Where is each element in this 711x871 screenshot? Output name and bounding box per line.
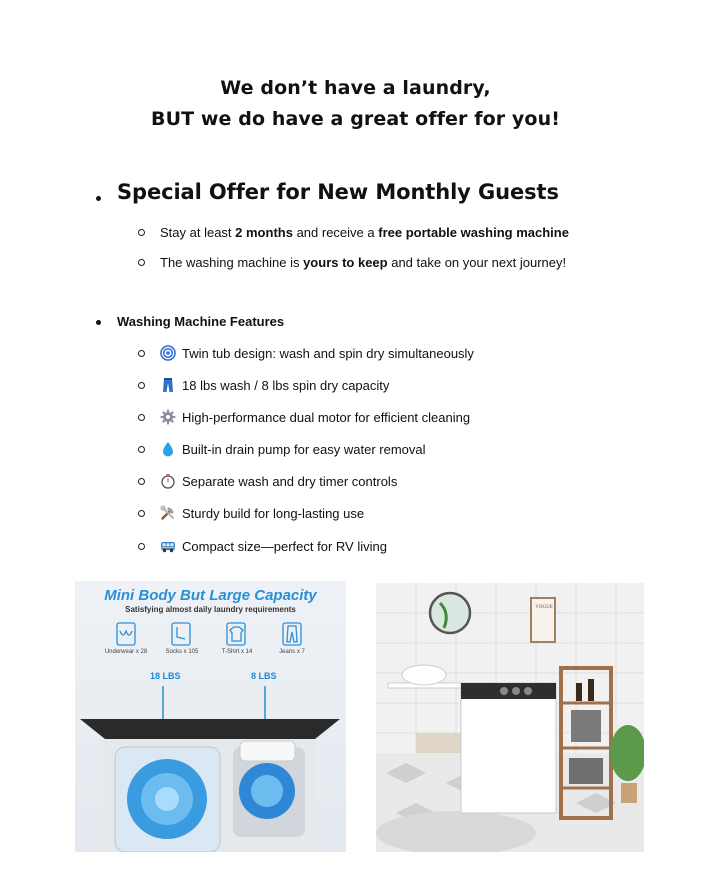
circle-bullet-icon (138, 510, 145, 517)
room-scene-illustration (376, 583, 644, 852)
offer-title: Special Offer for New Monthly Guests (117, 180, 559, 204)
circle-bullet-icon (138, 229, 145, 236)
load-label-tshirt: T-Shirt x 14 (221, 649, 253, 655)
offer-item-months: Stay at least 2 months and receive a free portable washing machine (138, 224, 569, 242)
load-label-jeans: Jeans x 7 (279, 649, 305, 655)
circle-bullet-icon (138, 414, 145, 421)
circle-bullet-icon (138, 446, 145, 453)
load-label-underwear: Underwear x 28 (104, 649, 148, 655)
circle-bullet-icon (138, 259, 145, 266)
circle-bullet-icon (138, 478, 145, 485)
feature-item: Separate wash and dry timer controls (138, 473, 397, 491)
droplet-icon (160, 441, 176, 457)
poster-text: VOGUE (535, 605, 553, 610)
wash-capacity-label: 18 LBS (150, 671, 181, 681)
feature-item: Twin tub design: wash and spin dry simultaneously (138, 345, 474, 363)
product-image-subtitle: Satisfying almost daily laundry requirements (125, 605, 296, 614)
feature-item: 18 lbs wash / 8 lbs spin dry capacity (138, 377, 389, 395)
circle-bullet-icon (138, 543, 145, 550)
product-capacity-image (75, 581, 346, 852)
gear-icon (160, 409, 176, 425)
circle-bullet-icon (138, 382, 145, 389)
bullet-dot (96, 196, 101, 201)
room-washing-machine-image (376, 583, 644, 852)
spin-capacity-label: 8 LBS (251, 671, 277, 681)
feature-item: Sturdy build for long-lasting use (138, 505, 364, 523)
stopwatch-icon (160, 473, 176, 489)
offer-item-keep: The washing machine is yours to keep and take on your next journey! (138, 254, 566, 272)
feature-item: Compact size—perfect for RV living (138, 538, 387, 556)
features-title: Washing Machine Features (117, 314, 285, 329)
headline-line-1: We don’t have a laundry, (220, 77, 491, 99)
circle-bullet-icon (138, 350, 145, 357)
feature-item: Built-in drain pump for easy water removal (138, 441, 426, 459)
cyclone-icon (160, 345, 176, 361)
minibus-icon (160, 538, 176, 554)
bullet-dot (96, 320, 101, 325)
load-label-socks: Socks x 105 (165, 649, 199, 655)
product-image-title: Mini Body But Large Capacity (104, 587, 317, 604)
headline-line-2: BUT we do have a great offer for you! (151, 108, 560, 130)
jeans-icon (160, 377, 176, 393)
tools-icon (160, 505, 176, 521)
feature-item: High-performance dual motor for efficient cleaning (138, 409, 470, 427)
twin-tub-illustration (75, 681, 346, 852)
